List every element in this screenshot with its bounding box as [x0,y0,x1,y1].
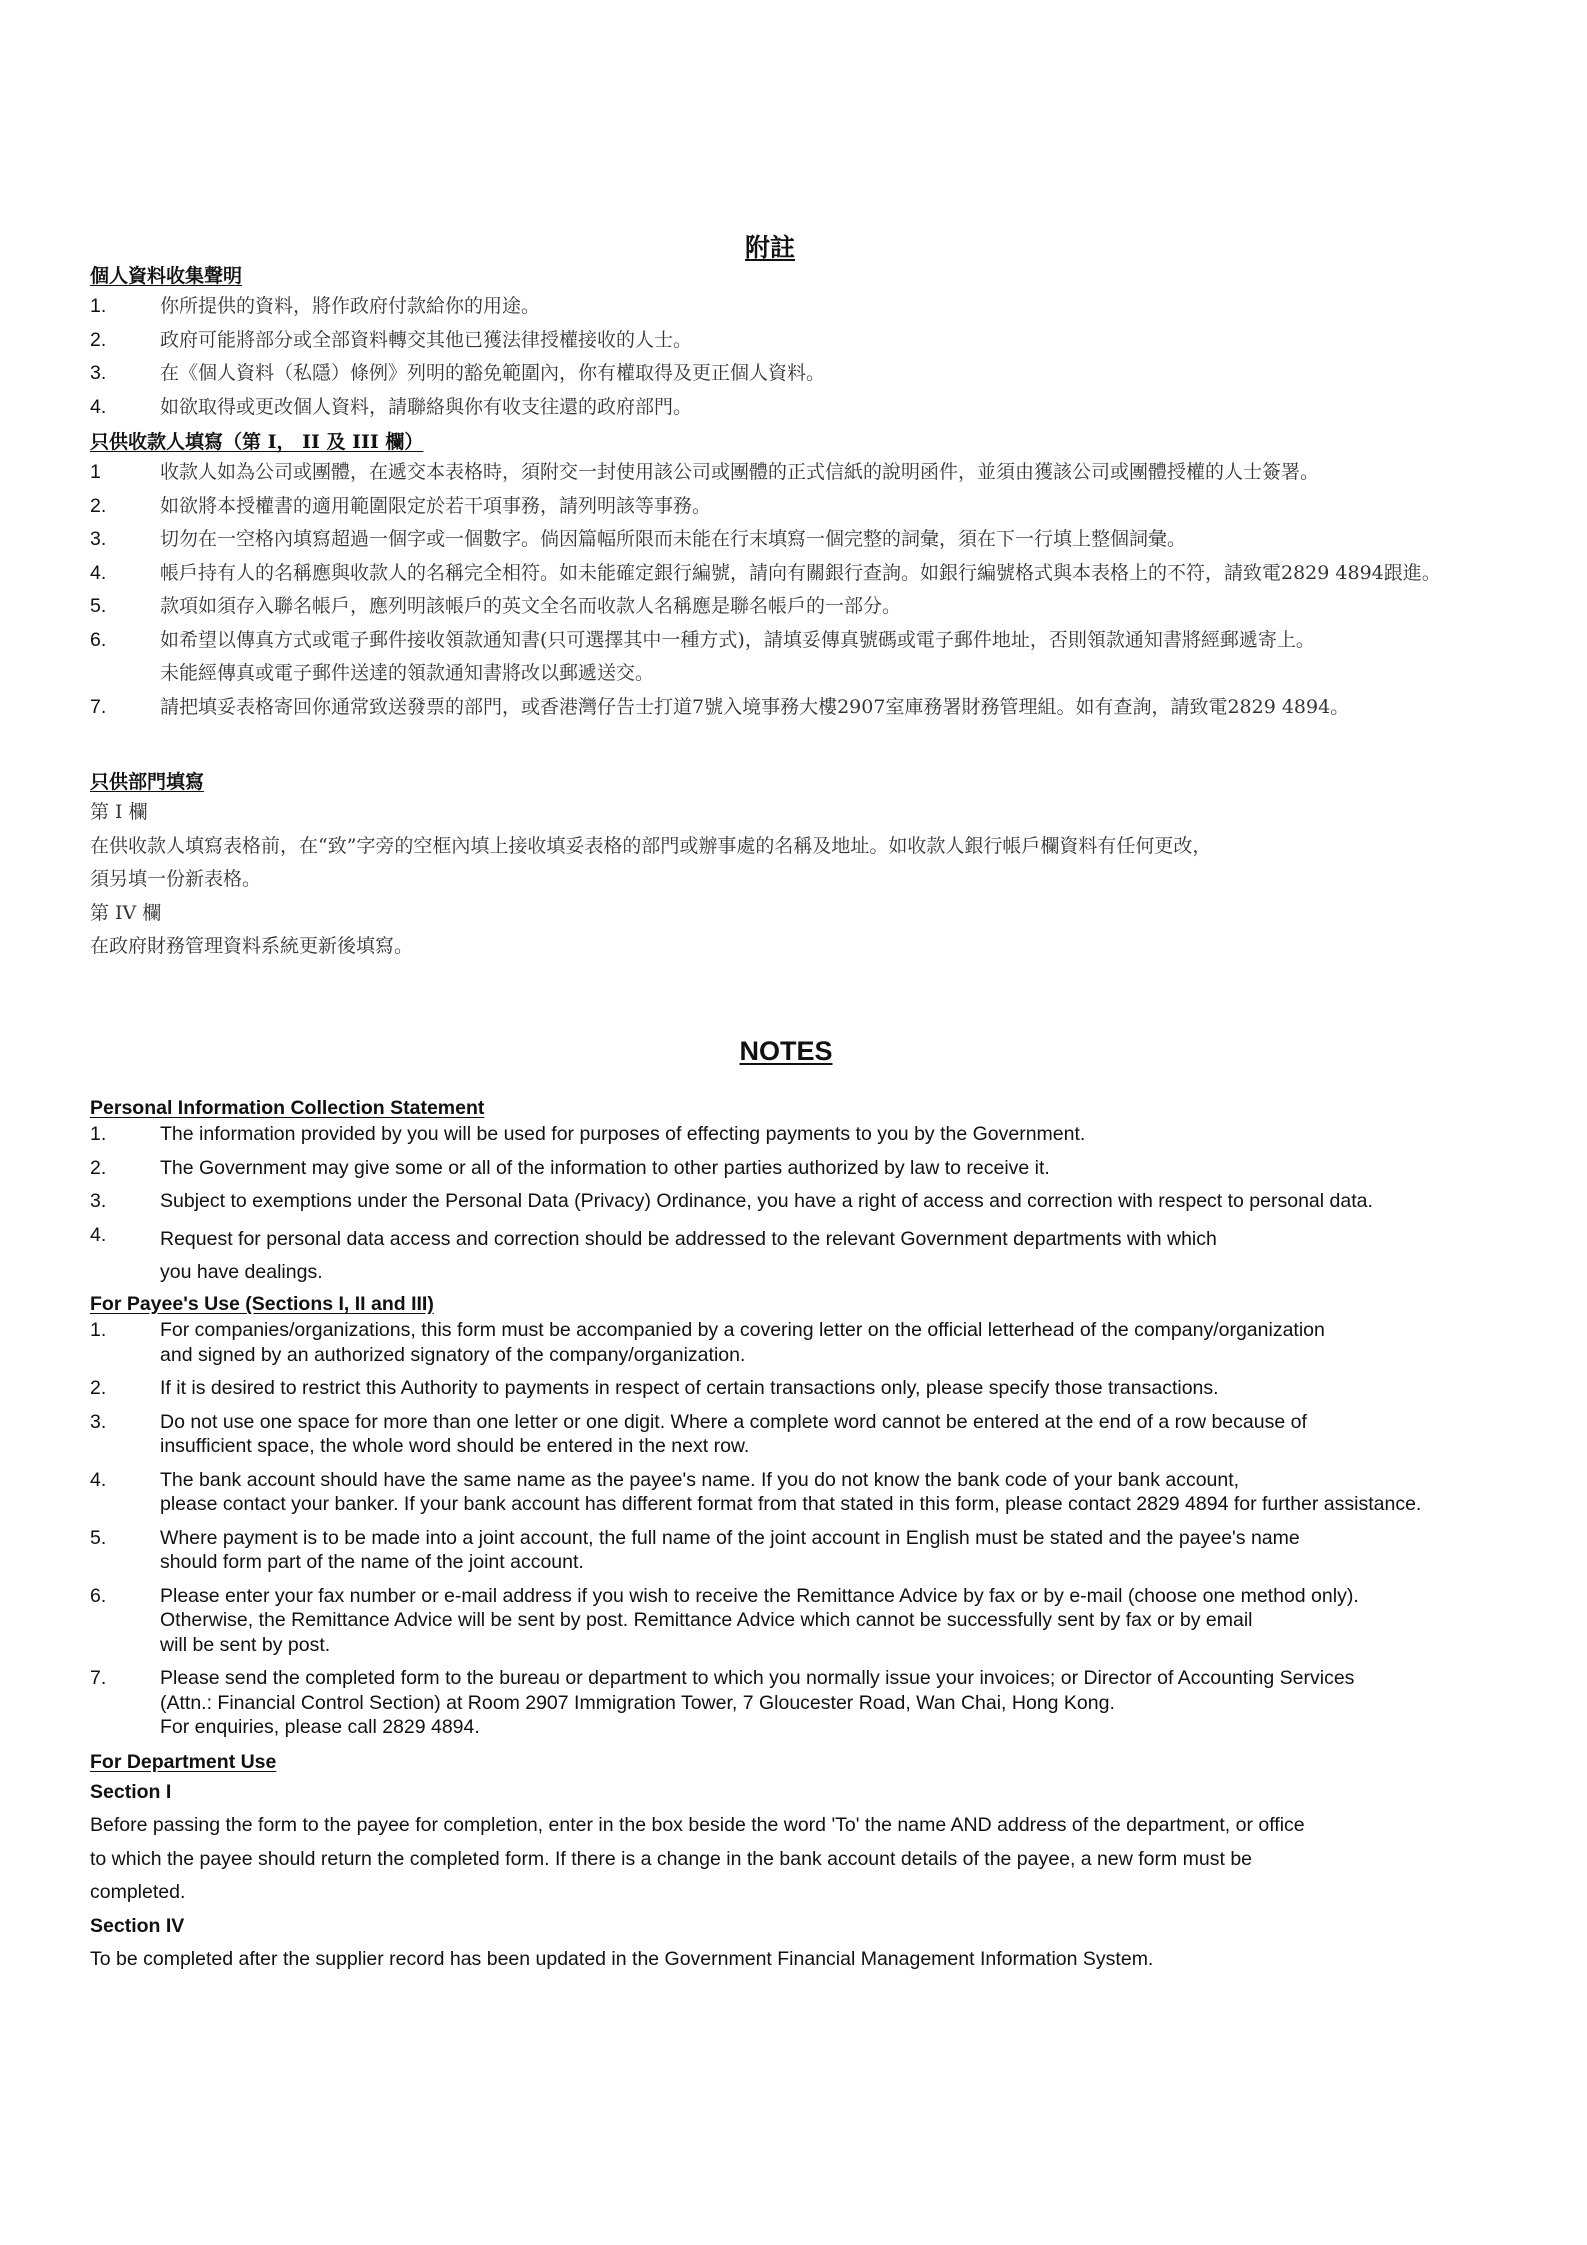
list-item [90,1410,1510,1459]
en-dept-heading: For Department Use [90,1751,277,1773]
item-number: 3. [90,362,107,384]
list-item [90,1223,1510,1289]
item-number: 4. [90,1223,107,1246]
list-item [90,357,1510,391]
item-number: 4. [90,1468,107,1491]
item-number: 3. [90,528,107,550]
list-item [90,1156,1510,1181]
list-item [90,523,1510,557]
en-section1-line: Before passing the form to the payee for completion, enter in the box beside the word 'To' the name AND address of the department, or office [90,1814,1305,1836]
item-text: 在《個人資料（私隱）條例》列明的豁免範圍內，你有權取得及更正個人資料。 [160,362,826,384]
item-text: Subject to exemptions under the Personal Data (Privacy) Ordinance, you have a right of access and correction with respect to personal data. [160,1190,1373,1212]
list-item [90,590,1510,624]
list-item [90,490,1510,524]
item-number: 1 [90,461,101,483]
item-text: 收款人如為公司或團體，在遞交本表格時，須附交一封使用該公司或團體的正式信紙的說明函件，並須由獲該公司或團體授權的人士簽署。 [160,461,1320,483]
en-pics-heading: Personal Information Collection Statement [90,1097,485,1119]
item-text: 帳戶持有人的名稱應與收款人的名稱完全相符。如未能確定銀行編號，請向有關銀行查詢。如銀行編號格式與本表格上的不符，請致電2829 4894跟進。 [160,561,1441,584]
item-number: 1. [90,1123,107,1145]
en-pics-section [90,1096,1510,1298]
list-item [90,391,1510,425]
list-item [90,1189,1510,1214]
item-number: 3. [90,1190,107,1212]
list-item [90,1584,1510,1658]
item-text: 請把填妥表格寄回你通常致送發票的部門，或香港灣仔告士打道7號入境事務大樓2907室庫務署財務管理組。如有查詢，請致電2829 4894。 [160,695,1350,718]
item-text: If it is desired to restrict this Authority to payments in respect of certain transactions only, please specify those transactions. [160,1377,1219,1399]
item-number: 1. [90,1319,107,1341]
item-text: 如希望以傳真方式或電子郵件接收領款通知書(只可選擇其中一種方式)，請填妥傳真號碼或電子郵件地址，否則領款通知書將經郵遞寄上。 [160,628,1315,651]
zh-pics-section [90,262,1510,424]
list-item [90,1122,1510,1147]
item-number: 2. [90,1377,107,1399]
item-number: 4. [90,395,107,418]
list-item [90,456,1510,490]
item-text: The bank account should have the same name as the payee's name. If you do not know the bank code of your bank account, please contact your banker. If your bank account has different format from that stated in this form, please contact 2829 4894 for further assistance. [160,1468,1422,1515]
item-number: 7. [90,695,107,718]
item-number: 3. [90,1410,107,1433]
zh-section1-label: 第 I 欄 [90,801,148,823]
en-title: NOTES [739,1036,833,1066]
en-section4-text: To be completed after the supplier record has been updated in the Government Financial Management Information System. [90,1947,1154,1970]
item-number: 2. [90,328,107,351]
en-dept-section [90,1750,1510,1976]
item-text: 你所提供的資料，將作政府付款給你的用途。 [160,295,541,317]
item-text: For companies/organizations, this form must be accompanied by a covering letter on the official letterhead of the company/organization and signed by an authorized signatory of the company/organization. [160,1319,1325,1366]
en-section4-label: Section IV [90,1914,185,1937]
zh-payee-section [90,428,1510,724]
item-number: 2. [90,1156,107,1179]
list-item [90,691,1510,725]
zh-section4-text: 在政府財務管理資料系統更新後填寫。 [90,935,414,957]
item-text: The Government may give some or all of the information to other parties authorized by law to receive it. [160,1156,1050,1179]
en-payee-section [90,1292,1510,1749]
en-payee-heading: For Payee's Use (Sections I, II and III) [90,1293,434,1315]
item-number: 5. [90,595,107,617]
item-text: 如欲將本授權書的適用範圍限定於若干項事務，請列明該等事務。 [160,494,712,517]
item-text: 政府可能將部分或全部資料轉交其他已獲法律授權接收的人士。 [160,328,693,351]
item-continuation: 未能經傳真或電子郵件送達的領款通知書將改以郵遞送交。 [160,662,655,684]
item-text: Please enter your fax number or e-mail address if you wish to receive the Remittance Advice by fax or by e-mail (choose one method only). Otherwise, the Remittance Advice will be sent by post. Remittance Advice which cannot be successfully sent by fax or by email will be sent by post. [160,1584,1359,1656]
list-item [90,557,1510,591]
item-text: 切勿在一空格內填寫超過一個字或一個數字。倘因篇幅所限而未能在行末填寫一個完整的詞彙，須在下一行填上整個詞彙。 [160,528,1187,550]
zh-section1-line: 在供收款人填寫表格前，在“致”字旁的空框內填上接收填妥表格的部門或辦事處的名稱及地址。如收款人銀行帳戶欄資料有任何更改， [90,834,1212,857]
item-text: The information provided by you will be used for purposes of effecting payments to you by the Government. [160,1123,1086,1145]
item-number: 5. [90,1526,107,1549]
item-text: Please send the completed form to the bureau or department to which you normally issue your invoices; or Director of Accounting Services (Attn.: Financial Control Section) at Room 2907 Immigration Tower, 7 Gloucester Road, Wan Chai, Hong Kong. For enquiries, please call 2829 4894. [160,1667,1355,1738]
item-text: Request for personal data access and correction should be addressed to the relevant Government departments with which you have dealings. [160,1227,1217,1283]
list-item [90,290,1510,324]
item-number: 4. [90,561,107,584]
item-text: Do not use one space for more than one letter or one digit. Where a complete word cannot be entered at the end of a row because of insufficient space, the whole word should be entered in the next row. [160,1410,1307,1457]
list-item [90,324,1510,358]
item-number: 6. [90,1584,107,1607]
zh-pics-heading: 個人資料收集聲明 [90,265,243,287]
item-text: 如欲取得或更改個人資料，請聯絡與你有收支往還的政府部門。 [160,395,693,418]
list-item [90,624,1510,658]
list-item [90,1468,1510,1517]
en-section1-line: completed. [90,1881,186,1903]
list-item [90,1526,1510,1575]
item-number: 1. [90,295,107,317]
item-text: 款項如須存入聯名帳戶，應列明該帳戶的英文全名而收款人名稱應是聯名帳戶的一部分。 [160,595,902,617]
list-item [90,1666,1510,1740]
zh-title: 附註 [744,233,795,262]
item-number: 7. [90,1667,107,1689]
zh-section4-label: 第 IV 欄 [90,901,162,924]
zh-dept-heading: 只供部門填寫 [90,771,205,793]
zh-payee-heading: 只供收款人填寫（第 I， II 及 III 欄） [90,431,424,453]
item-number: 2. [90,494,107,517]
list-item [90,1376,1510,1401]
en-section1-label: Section I [90,1781,172,1803]
list-item [90,1318,1510,1367]
zh-dept-section [90,768,1510,964]
en-section1-line: to which the payee should return the completed form. If there is a change in the bank account details of the payee, a new form must be [90,1847,1253,1870]
item-text: Where payment is to be made into a joint account, the full name of the joint account in English must be stated and the payee's name should form part of the name of the joint account. [160,1526,1300,1573]
item-number: 6. [90,628,107,651]
zh-section1-line: 須另填一份新表格。 [90,868,262,890]
